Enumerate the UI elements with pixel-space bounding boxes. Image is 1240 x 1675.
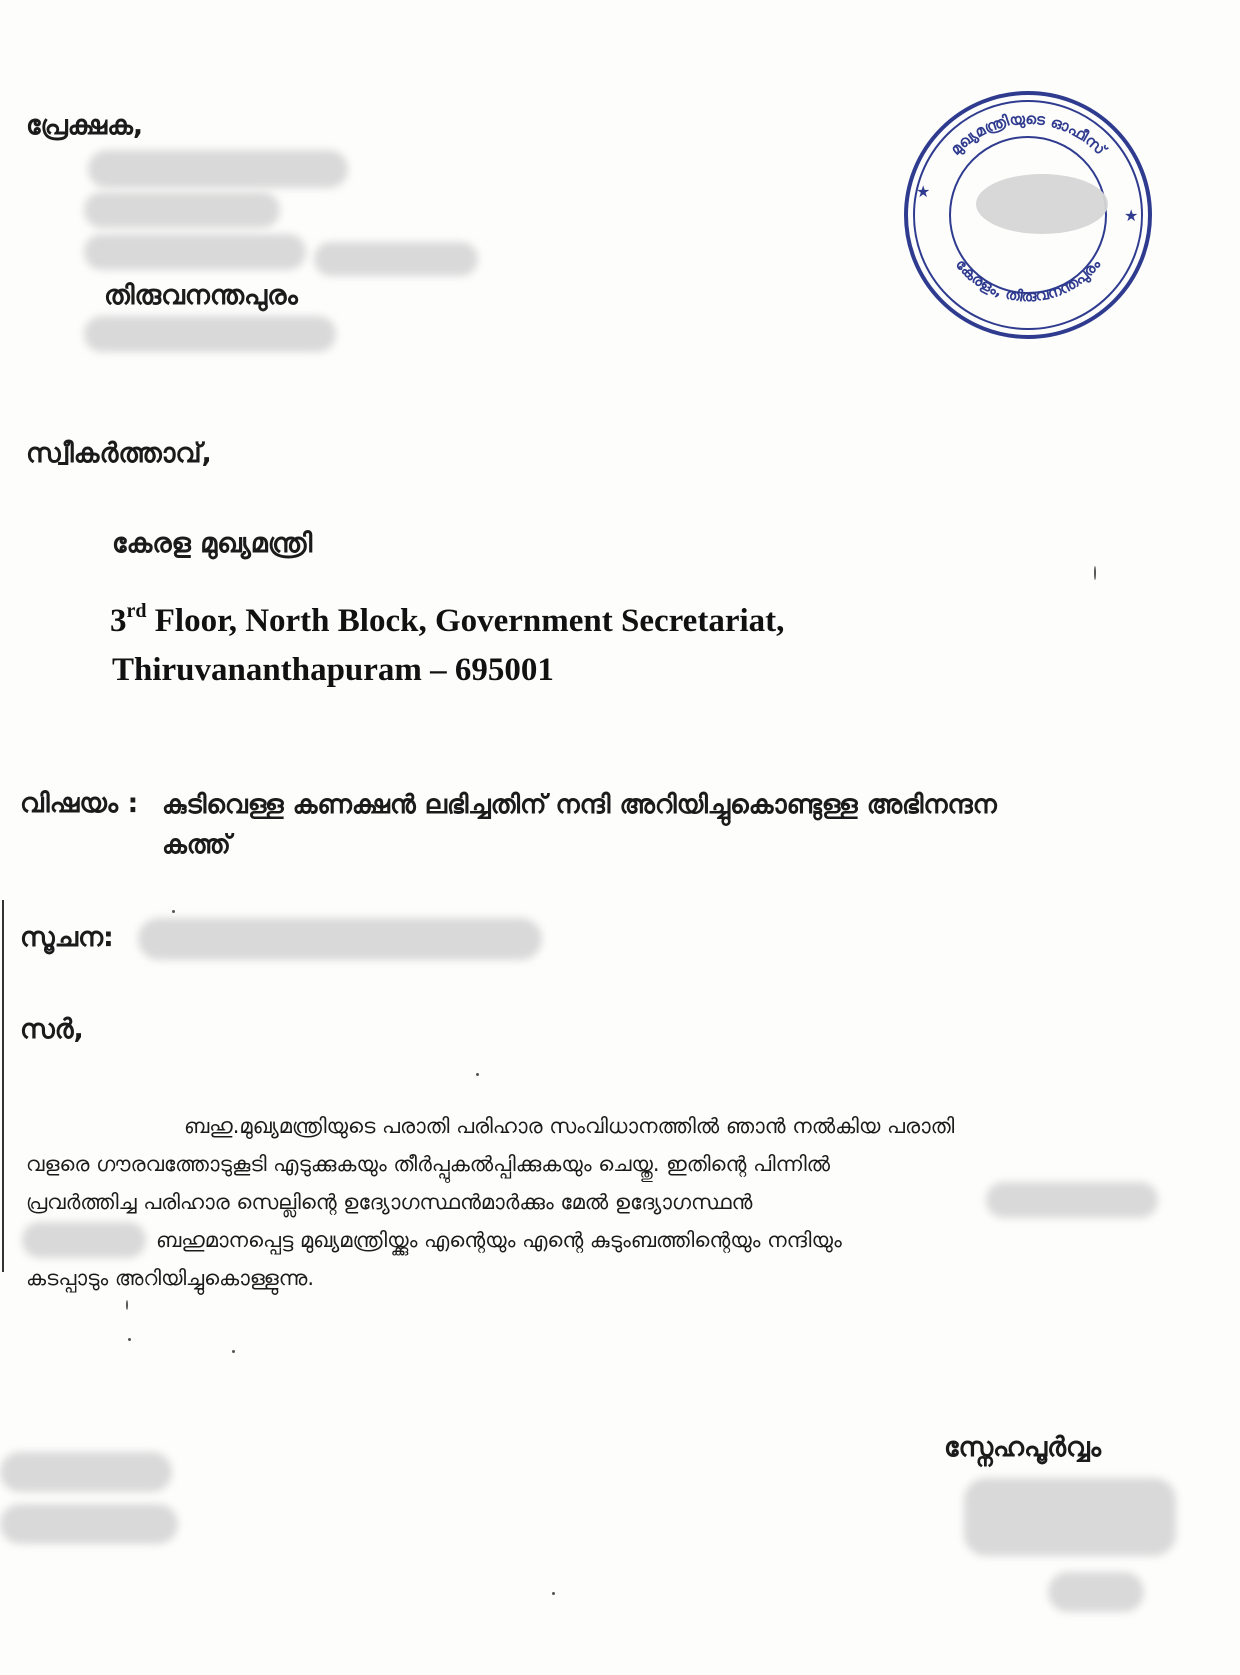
scan-speck: [172, 910, 175, 913]
body-line-4: ബഹുമാനപ്പെട്ട മുഖ്യമന്ത്രിയ്ക്കും എന്റെയും എന്റെ കുടുംബത്തിന്റെയും നന്ദിയും: [156, 1228, 842, 1252]
address-floor-suffix: rd: [126, 600, 147, 622]
seal-redaction: [976, 174, 1108, 234]
recipient-address-line-1: [110, 600, 784, 640]
recipient-address-line-2: Thiruvananthapuram – 695001: [112, 652, 554, 688]
salutation: സർ,: [20, 1014, 84, 1045]
redacted-bottom-left-2: [0, 1504, 178, 1544]
office-seal: [898, 80, 1158, 345]
seal-star-left-icon: ★: [916, 182, 931, 201]
recipient-label: സ്വീകർത്താവ്,: [26, 438, 212, 469]
scan-speck: [1094, 566, 1096, 580]
body-line-3: പ്രവർത്തിച്ച പരിഹാര സെല്ലിന്റെ ഉദ്യോഗസ്ഥൻമാർക്കും മേൽ ഉദ്യോഗസ്ഥൻ: [26, 1190, 753, 1214]
svg-text:കേരളം, തിരുവനന്തപുരം: [952, 255, 1104, 306]
recipient-name: കേരള മുഖ്യമന്ത്രി: [112, 528, 313, 559]
redacted-sender-line-1: [88, 150, 348, 188]
scan-speck: [128, 1338, 131, 1341]
redacted-signature-name: [1048, 1572, 1144, 1612]
redacted-sender-line-5: [84, 316, 336, 352]
scan-speck: [552, 1592, 555, 1595]
scan-margin-line: [2, 900, 4, 1272]
redacted-bottom-left-1: [0, 1452, 172, 1492]
sender-label: പ്രേക്ഷക,: [26, 110, 144, 141]
closing: സ്നേഹപൂർവ്വം: [944, 1432, 1102, 1463]
redacted-sender-line-3b: [314, 242, 478, 276]
scan-speck: [476, 1073, 479, 1076]
subject-label: വിഷയം :: [20, 788, 139, 819]
seal-bottom-text: കേരളം, തിരുവനന്തപുരം: [951, 255, 1104, 306]
redacted-sender-line-3a: [84, 234, 306, 270]
subject-line-2: കത്ത്: [162, 830, 231, 860]
scan-speck: [232, 1350, 235, 1353]
reference-label: സൂചന:: [20, 922, 114, 953]
scan-speck: [126, 1300, 128, 1310]
redacted-officer-name-2: [22, 1222, 146, 1258]
body-line-2: വളരെ ഗൗരവത്തോടുകൂടി എടുക്കുകയും തീർപ്പുകൽപ്പിക്കുകയും ചെയ്തു. ഇതിന്റെ പിന്നിൽ: [26, 1152, 831, 1176]
subject-line-1: കുടിവെള്ള കണക്ഷൻ ലഭിച്ചതിന് നന്ദി അറിയിച്ചുകൊണ്ടുള്ള അഭിനന്ദന: [162, 790, 997, 820]
redacted-officer-name-1: [986, 1182, 1158, 1218]
redacted-sender-line-2: [84, 192, 280, 228]
sender-city: തിരുവനന്തപുരം: [104, 280, 298, 311]
address-floor-number: 3: [110, 603, 127, 639]
seal-top-text: മുഖ്യമന്ത്രിയുടെ ഓഫീസ്: [946, 109, 1110, 159]
redacted-reference: [138, 918, 542, 960]
seal-star-right-icon: ★: [1124, 206, 1139, 225]
body-line-5: കടപ്പാടും അറിയിച്ചുകൊള്ളുന്നു.: [26, 1266, 315, 1290]
address-floor-rest: Floor, North Block, Government Secretariat,: [146, 603, 785, 639]
body-line-1: ബഹു.മുഖ്യമന്ത്രിയുടെ പരാതി പരിഹാര സംവിധാനത്തിൽ ഞാൻ നൽകിയ പരാതി: [184, 1114, 955, 1138]
redacted-signature: [964, 1478, 1176, 1556]
